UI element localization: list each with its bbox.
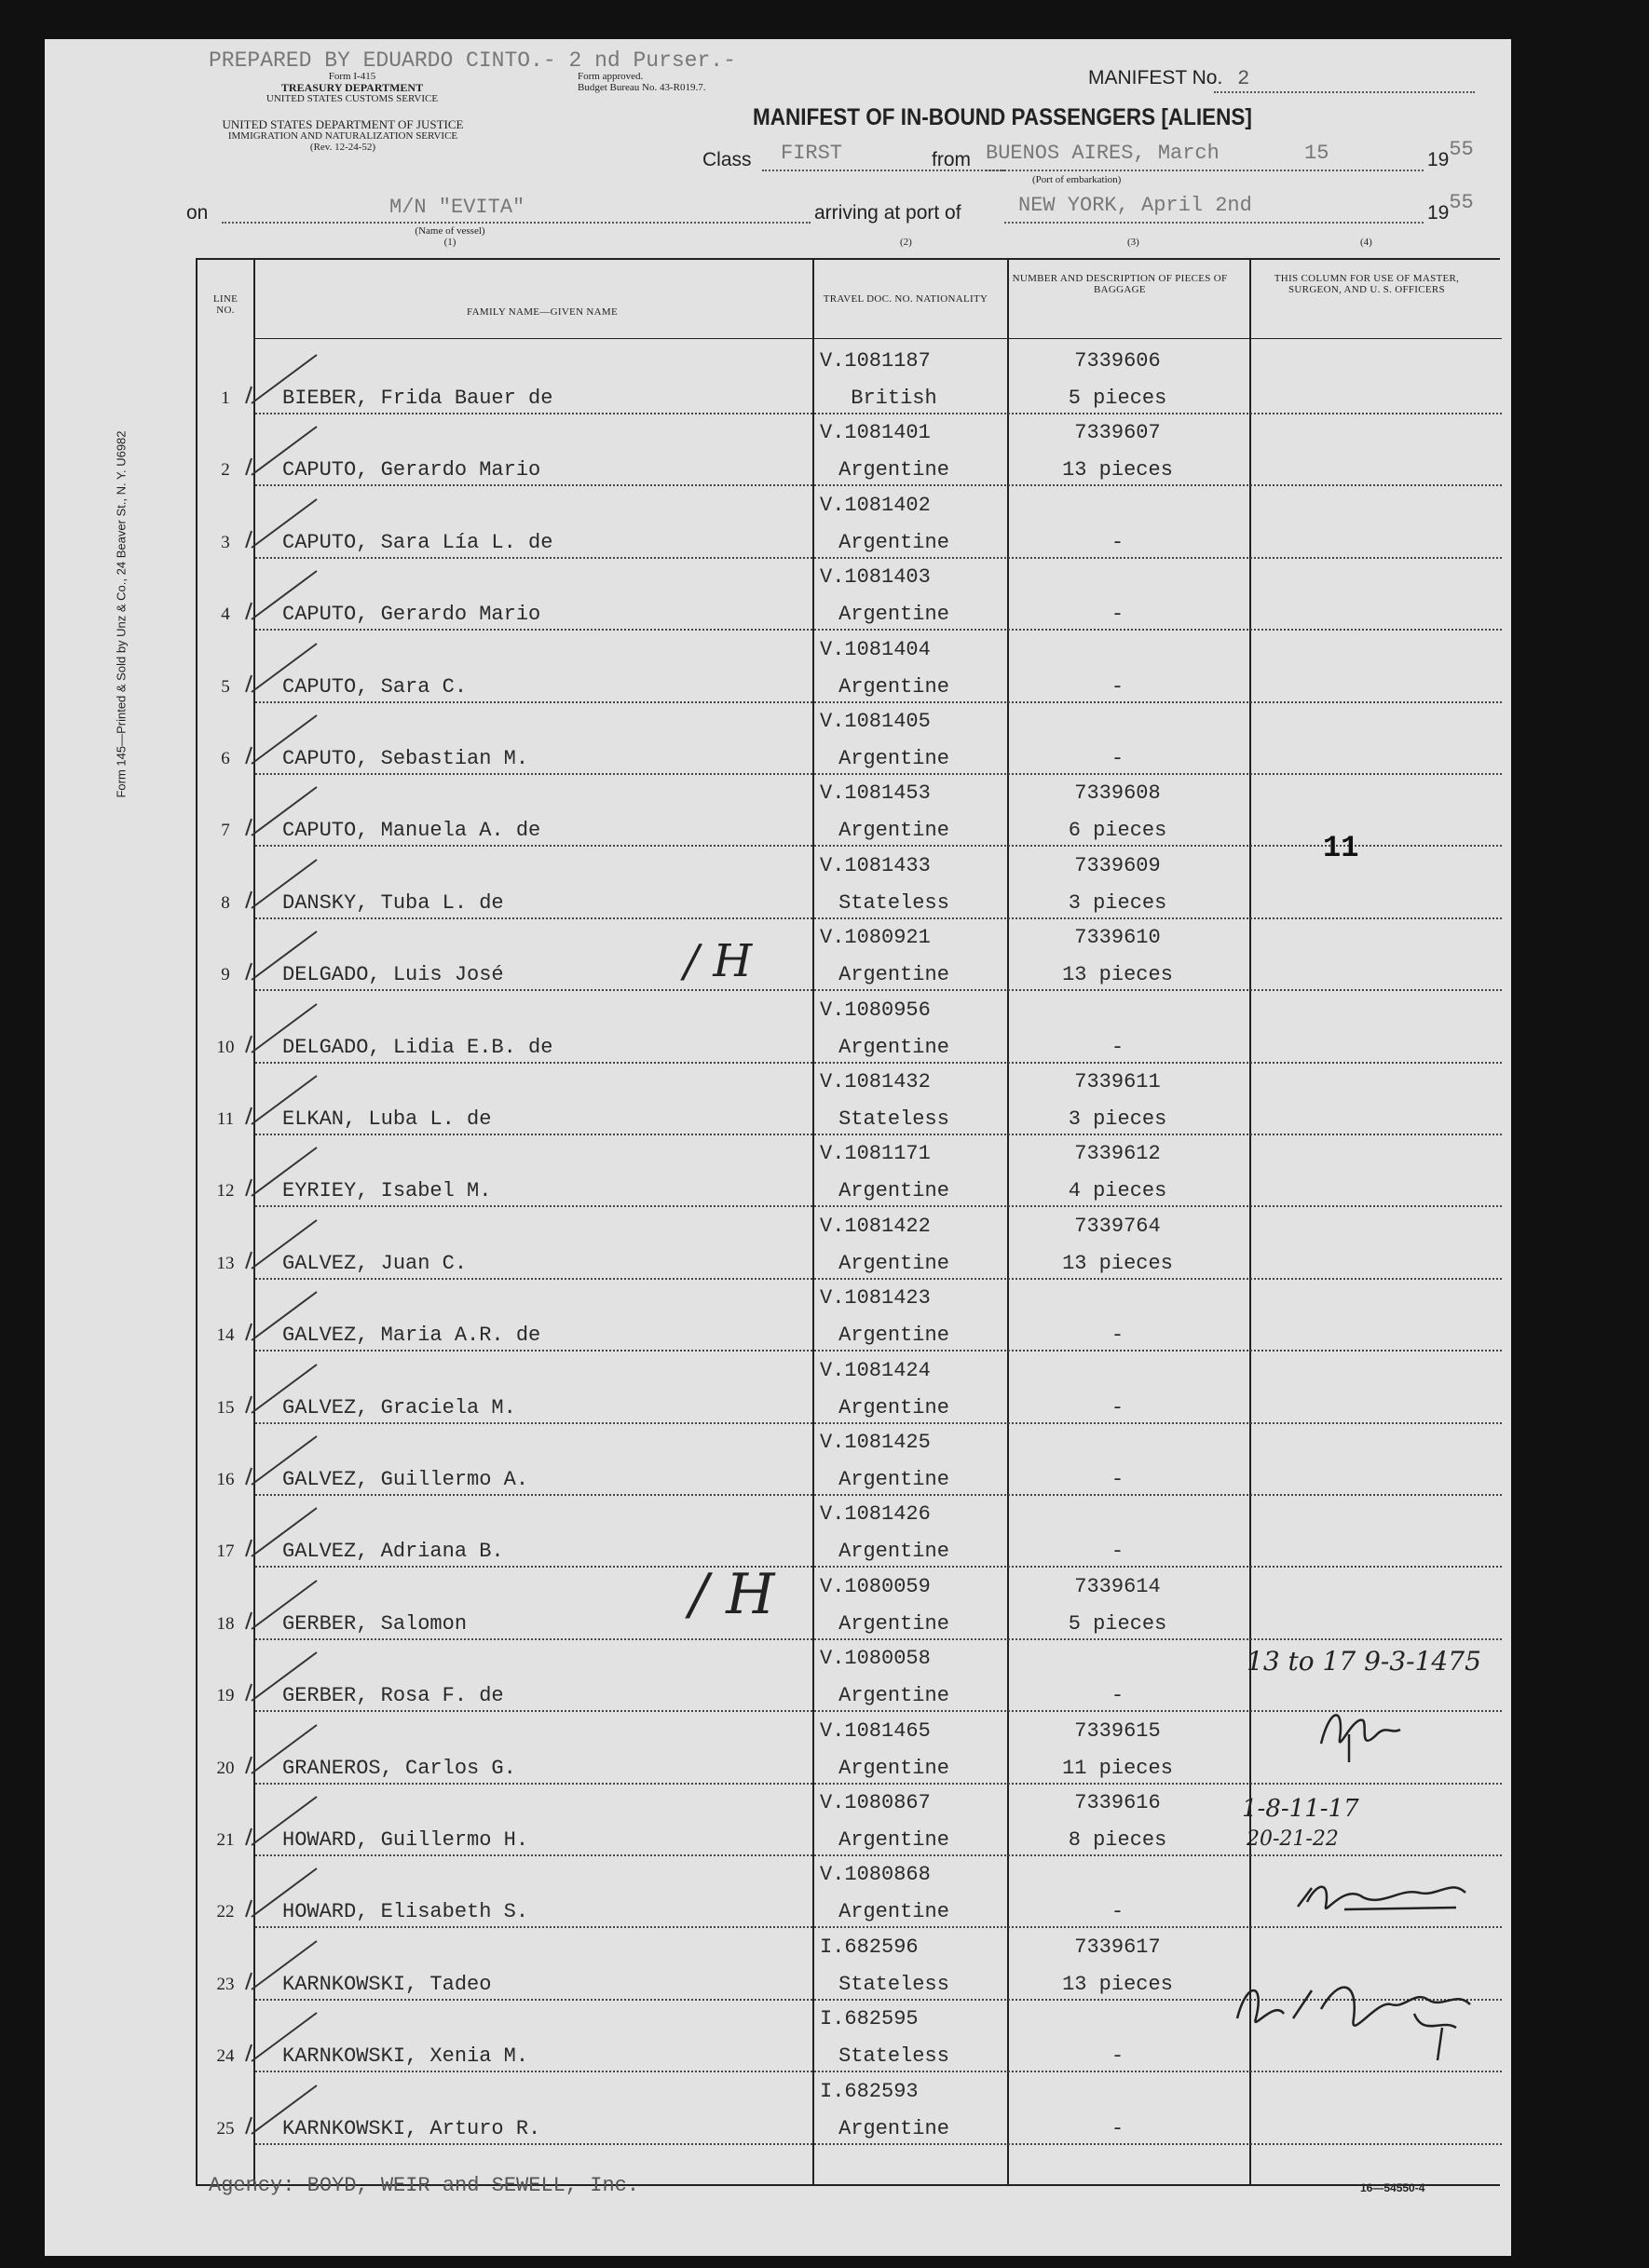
- travel-doc-number: V.1080956: [820, 998, 931, 1022]
- col4-count: 11: [1323, 831, 1359, 865]
- baggage-pieces: -: [1111, 603, 1124, 627]
- passenger-name: DELGADO, Luis José: [282, 963, 504, 987]
- nationality: Stateless: [838, 2044, 949, 2069]
- baggage-pieces: -: [1111, 1395, 1124, 1419]
- col4-num: (4): [1360, 237, 1372, 248]
- nationality: Stateless: [838, 1107, 949, 1131]
- nationality: Argentine: [838, 1251, 949, 1275]
- baggage-pieces: 3 pieces: [1068, 890, 1167, 915]
- baggage-number: 7339611: [1074, 1070, 1161, 1093]
- col3-num: (3): [1127, 237, 1139, 248]
- travel-doc-number: V.1081425: [820, 1431, 931, 1454]
- col-header-travel: TRAVEL DOC. NO. NATIONALITY: [823, 293, 988, 305]
- line-number: 18: [216, 1613, 235, 1634]
- travel-doc-number: V.1080059: [820, 1574, 931, 1598]
- passenger-name: GALVEZ, Graciela M.: [282, 1395, 516, 1419]
- col-header-line-no: LINE NO.: [212, 293, 238, 316]
- line-number: 20: [216, 1758, 235, 1778]
- baggage-pieces: 13 pieces: [1062, 1251, 1173, 1275]
- table-row: [198, 486, 1502, 558]
- table-row: [198, 558, 1502, 630]
- passenger-name: KARNKOWSKI, Xenia M.: [282, 2044, 529, 2069]
- side-printer-label: Form 145—Printed & Sold by Unz & Co., 24 Beaver St., N. Y. U6982: [114, 430, 129, 798]
- customs-service: UNITED STATES CUSTOMS SERVICE: [266, 93, 439, 104]
- nationality: Argentine: [838, 1684, 949, 1708]
- table-row: [198, 2072, 1502, 2144]
- nationality: Argentine: [838, 1179, 949, 1203]
- passenger-name: DANSKY, Tuba L. de: [282, 890, 504, 915]
- row-dotted-line: [255, 2143, 1502, 2145]
- handwritten-note-21b: 20-21-22: [1247, 1827, 1339, 1851]
- baggage-pieces: -: [1111, 674, 1124, 699]
- year-2-value: 55: [1449, 191, 1474, 214]
- form-code: 16—54550-4: [1360, 2181, 1425, 2194]
- passenger-name: CAPUTO, Gerardo Mario: [282, 603, 541, 627]
- table-row: [198, 918, 1502, 990]
- travel-doc-number: V.1081465: [820, 1718, 931, 1743]
- baggage-number: 7339764: [1074, 1214, 1161, 1238]
- baggage-pieces: 13 pieces: [1062, 963, 1173, 987]
- travel-doc-number: I.682593: [820, 2079, 919, 2103]
- table-row: [198, 1063, 1502, 1134]
- line-number: 10: [216, 1037, 235, 1057]
- baggage-number: 7339616: [1074, 1791, 1161, 1814]
- line-number: 13: [216, 1253, 235, 1273]
- nationality: Argentine: [838, 674, 949, 699]
- baggage-pieces: -: [1111, 1900, 1124, 1924]
- baggage-pieces: 5 pieces: [1068, 387, 1167, 410]
- vessel-caption-text: (Name of vessel): [415, 225, 485, 237]
- travel-doc-number: V.1081433: [820, 853, 931, 877]
- line-number: 1: [221, 388, 230, 408]
- justice-dept: UNITED STATES DEPARTMENT OF JUSTICE: [222, 117, 464, 131]
- handwritten-note-19: 13 to 17 9-3-1475: [1247, 1646, 1481, 1677]
- passenger-name: CAPUTO, Sara Lía L. de: [282, 530, 553, 554]
- travel-doc-number: I.682596: [820, 1935, 919, 1959]
- travel-doc-number: V.1081171: [820, 1142, 931, 1166]
- baggage-pieces: 4 pieces: [1068, 1179, 1167, 1203]
- baggage-pieces: 13 pieces: [1062, 458, 1173, 482]
- nationality: Argentine: [838, 603, 949, 627]
- table-row: [198, 1134, 1502, 1206]
- baggage-pieces: -: [1111, 2044, 1124, 2069]
- agency: Agency: BOYD, WEIR and SEWELL, Inc.: [209, 2174, 640, 2197]
- from-value: BUENOS AIRES, March: [986, 142, 1220, 165]
- class-value: FIRST: [781, 142, 843, 165]
- baggage-pieces: -: [1111, 2116, 1124, 2140]
- baggage-number: 7339606: [1074, 349, 1161, 373]
- travel-doc-number: V.1081432: [820, 1070, 931, 1093]
- travel-doc-number: V.1081402: [820, 493, 931, 517]
- passenger-name: GALVEZ, Adriana B.: [282, 1540, 504, 1564]
- budget-bureau: Budget Bureau No. 43-R019.7.: [578, 82, 706, 93]
- baggage-number: 7339617: [1074, 1935, 1161, 1959]
- passenger-name: KARNKOWSKI, Tadeo: [282, 1972, 492, 1996]
- passenger-name: HOWARD, Guillermo H.: [282, 1828, 529, 1852]
- baggage-number: 7339608: [1074, 781, 1161, 806]
- nationality: Stateless: [838, 890, 949, 915]
- nationality: Argentine: [838, 963, 949, 987]
- travel-doc-number: V.1080868: [820, 1863, 931, 1887]
- nationality: Argentine: [838, 530, 949, 554]
- travel-doc-number: V.1081424: [820, 1358, 931, 1382]
- vessel-caption: [385, 225, 515, 248]
- approval-block: [578, 71, 705, 93]
- passenger-name: DELGADO, Lidia E.B. de: [282, 1035, 553, 1059]
- passenger-name: EYRIEY, Isabel M.: [282, 1179, 492, 1203]
- passenger-name: GALVEZ, Juan C.: [282, 1251, 468, 1275]
- line-number: 19: [216, 1686, 235, 1706]
- col-header-name: FAMILY NAME—GIVEN NAME: [467, 306, 618, 318]
- travel-doc-number: V.1081403: [820, 565, 931, 590]
- port-caption: (Port of embarkation): [1032, 174, 1122, 185]
- baggage-pieces: 5 pieces: [1068, 1611, 1167, 1636]
- initials-line-18: / H: [689, 1562, 775, 1627]
- treasury-dept: TREASURY DEPARTMENT: [280, 81, 424, 94]
- travel-doc-number: V.1081401: [820, 421, 931, 445]
- table-row: [198, 1495, 1502, 1567]
- line-number: 9: [221, 965, 230, 985]
- line-number: 3: [221, 532, 230, 552]
- year-2: [1427, 191, 1474, 225]
- justice-block: [184, 119, 501, 153]
- passenger-name: CAPUTO, Sara C.: [282, 674, 468, 699]
- year-prefix-1: 19: [1427, 149, 1450, 170]
- baggage-pieces: -: [1111, 747, 1124, 770]
- line-number: 8: [221, 892, 230, 913]
- passenger-name: GERBER, Salomon: [282, 1611, 468, 1636]
- travel-doc-number: V.1081426: [820, 1502, 931, 1527]
- baggage-pieces: -: [1111, 1540, 1124, 1564]
- line-number: 25: [216, 2118, 235, 2139]
- year-prefix-2: 19: [1427, 202, 1450, 224]
- baggage-number: 7339610: [1074, 926, 1161, 950]
- revision: (Rev. 12-24-52): [309, 142, 376, 153]
- table-row: [198, 342, 1502, 414]
- ins-service: IMMIGRATION AND NATURALIZATION SERVICE: [227, 130, 458, 142]
- nationality: Argentine: [838, 1395, 949, 1419]
- line-number: 11: [216, 1109, 235, 1129]
- baggage-pieces: -: [1111, 1324, 1124, 1348]
- baggage-pieces: -: [1111, 1468, 1124, 1491]
- form-number: Form I-415: [328, 71, 376, 82]
- travel-doc-number: V.1081404: [820, 637, 931, 661]
- baggage-number: 7339612: [1074, 1142, 1161, 1166]
- line-number: 21: [216, 1830, 235, 1850]
- from-label: from: [932, 149, 971, 170]
- arriving-label: arriving at port of: [814, 202, 961, 224]
- table-row: [198, 1423, 1502, 1495]
- baggage-pieces: 6 pieces: [1068, 819, 1167, 843]
- arrival-port: NEW YORK, April 2nd: [1018, 194, 1252, 217]
- on-label: on: [186, 202, 209, 224]
- passenger-name: GERBER, Rosa F. de: [282, 1684, 504, 1708]
- nationality: Argentine: [838, 1324, 949, 1348]
- manifest-no-label: MANIFEST No.: [1088, 67, 1223, 88]
- col-header-baggage: NUMBER AND DESCRIPTION OF PIECES OF BAGGAGE: [1012, 273, 1228, 295]
- col2-num: (2): [900, 237, 912, 248]
- manifest-no-value: 2: [1237, 67, 1250, 90]
- manifest-title: [753, 104, 1252, 131]
- line-number: 24: [216, 2046, 235, 2067]
- nationality: Argentine: [838, 1468, 949, 1491]
- line-number: 22: [216, 1902, 235, 1922]
- baggage-number: 7339609: [1074, 853, 1161, 877]
- travel-doc-number: V.1080058: [820, 1647, 931, 1671]
- baggage-pieces: 13 pieces: [1062, 1972, 1173, 1996]
- nationality: Argentine: [838, 747, 949, 770]
- nationality: Argentine: [838, 819, 949, 843]
- line-number: 6: [221, 749, 230, 768]
- baggage-pieces: -: [1111, 1035, 1124, 1059]
- vessel-name: M/N "EVITA": [389, 196, 525, 219]
- nationality: Argentine: [838, 1540, 949, 1564]
- line-number: 5: [221, 676, 230, 697]
- line-number: 17: [216, 1541, 235, 1562]
- baggage-number: 7339614: [1074, 1574, 1161, 1598]
- line-number: 12: [216, 1181, 235, 1202]
- line-number: 2: [221, 460, 230, 481]
- passenger-name: HOWARD, Elisabeth S.: [282, 1900, 529, 1924]
- baggage-pieces: -: [1111, 1684, 1124, 1708]
- baggage-number: 7339607: [1074, 421, 1161, 445]
- col-header-officers: THIS COLUMN FOR USE OF MASTER, SURGEON, AND U. S. OFFICERS: [1274, 273, 1460, 295]
- signature-2: [1288, 1865, 1475, 1930]
- initials-line-9: / H: [684, 935, 753, 987]
- line-number: 23: [216, 1974, 235, 1994]
- passenger-name: GALVEZ, Maria A.R. de: [282, 1324, 541, 1348]
- line-number: 14: [216, 1325, 235, 1346]
- line-number: 4: [221, 604, 230, 625]
- table-row: [198, 1712, 1502, 1784]
- baggage-pieces: 3 pieces: [1068, 1107, 1167, 1131]
- form-approved: Form approved.: [578, 71, 644, 82]
- signature-3: [1228, 1962, 1507, 2065]
- travel-doc-number: V.1081453: [820, 781, 931, 806]
- line-number: 16: [216, 1470, 235, 1489]
- passenger-name: CAPUTO, Sebastian M.: [282, 747, 529, 770]
- nationality: Argentine: [838, 1756, 949, 1780]
- table-row: [198, 847, 1502, 918]
- travel-doc-number: V.1081405: [820, 710, 931, 733]
- line-number: 15: [216, 1397, 235, 1418]
- line-number: 7: [221, 821, 230, 841]
- col1-num: (1): [443, 237, 457, 248]
- prepared-by-text: PREPARED BY EDUARDO CINTO.- 2 nd Purser.-: [209, 48, 736, 73]
- year-1: [1427, 138, 1474, 172]
- table-row: [198, 774, 1502, 846]
- travel-doc-number: V.1081422: [820, 1214, 931, 1238]
- passenger-name: KARNKOWSKI, Arturo R.: [282, 2116, 541, 2140]
- passenger-name: BIEBER, Frida Bauer de: [282, 387, 553, 410]
- passenger-name: CAPUTO, Gerardo Mario: [282, 458, 541, 482]
- handwritten-note-21: 1-8-11-17: [1242, 1795, 1359, 1823]
- table-row: [198, 631, 1502, 702]
- nationality: British: [851, 387, 937, 410]
- travel-doc-number: V.1081423: [820, 1286, 931, 1311]
- baggage-pieces: -: [1111, 530, 1124, 554]
- manifest-number: [1088, 67, 1249, 90]
- table-row: [198, 1351, 1502, 1423]
- prepared-by: [209, 48, 736, 73]
- table-row: [198, 414, 1502, 485]
- passenger-name: GALVEZ, Guillermo A.: [282, 1468, 529, 1491]
- table-row: [198, 702, 1502, 774]
- passenger-name: GRANEROS, Carlos G.: [282, 1756, 516, 1780]
- travel-doc-number: V.1080921: [820, 926, 931, 950]
- class-label: Class: [702, 149, 752, 170]
- side-printer-text: [115, 430, 129, 797]
- passenger-name: ELKAN, Luba L. de: [282, 1107, 492, 1131]
- manifest-title-text: MANIFEST OF IN-BOUND PASSENGERS [ALIENS]: [753, 104, 1252, 130]
- nationality: Argentine: [838, 458, 949, 482]
- nationality: Argentine: [838, 2116, 949, 2140]
- nationality: Argentine: [838, 1035, 949, 1059]
- signature-1: [1312, 1697, 1424, 1772]
- baggage-number: 7339615: [1074, 1718, 1161, 1743]
- manifest-page: [45, 39, 1511, 2256]
- nationality: Stateless: [838, 1972, 949, 1996]
- travel-doc-number: V.1080867: [820, 1791, 931, 1814]
- travel-doc-number: I.682595: [820, 2007, 919, 2031]
- from-day: 15: [1304, 142, 1329, 165]
- table-row: [198, 991, 1502, 1063]
- passenger-name: CAPUTO, Manuela A. de: [282, 819, 541, 843]
- travel-doc-number: V.1081187: [820, 349, 931, 373]
- baggage-pieces: 11 pieces: [1062, 1756, 1173, 1780]
- treasury-block: [231, 71, 473, 104]
- table-row: [198, 1279, 1502, 1351]
- nationality: Argentine: [838, 1900, 949, 1924]
- table-row: [198, 1207, 1502, 1279]
- nationality: Argentine: [838, 1828, 949, 1852]
- year-1-value: 55: [1449, 138, 1474, 161]
- baggage-pieces: 8 pieces: [1068, 1828, 1167, 1852]
- table-row: [198, 1568, 1502, 1639]
- nationality: Argentine: [838, 1611, 949, 1636]
